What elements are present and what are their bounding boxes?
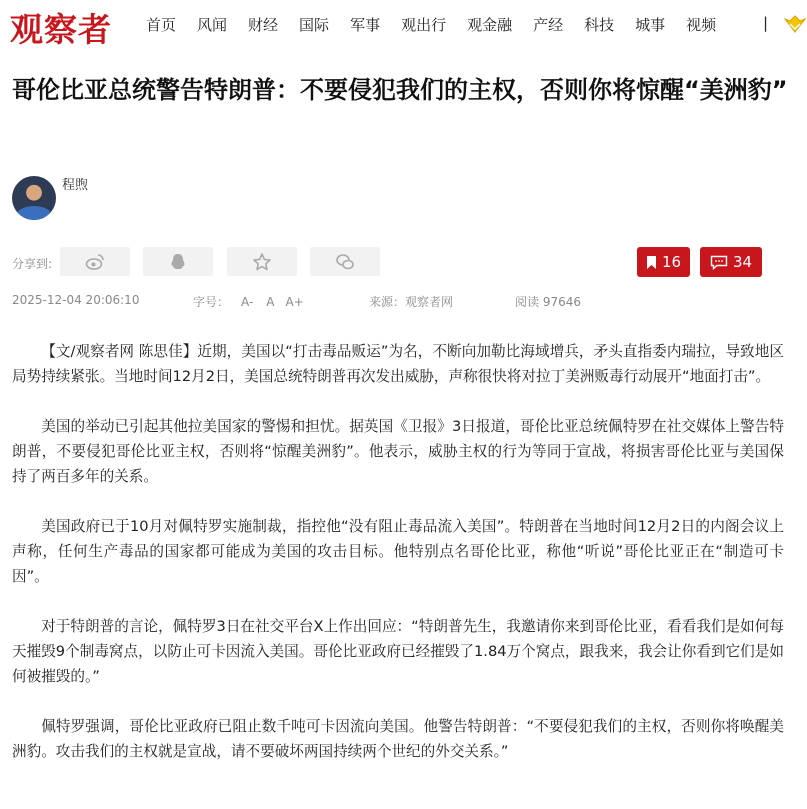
weibo-icon	[85, 252, 105, 272]
comment-button[interactable]	[700, 247, 762, 277]
vip-crown-icon[interactable]	[784, 15, 806, 35]
nav-item-city[interactable]: 城事	[635, 16, 666, 34]
nav-item-military[interactable]: 军事	[350, 16, 381, 34]
share-qq-button[interactable]	[143, 247, 213, 276]
nav-item-fintech[interactable]: 观金融	[467, 16, 513, 34]
nav-item-industry[interactable]: 产经	[533, 16, 564, 34]
publish-date: 2025-12-04 20:06:10	[12, 293, 140, 307]
article-paragraph: 对于特朗普的言论，佩特罗3日在社交平台X上作出回应：“特朗普先生，我邀请你来到哥伦比亚，看看我们是如何每天摧毁9个制毒窝点，以防止可卡因流入美国。哥伦比亚政府已经摧毁了1.84万个窝点，跟我来，我会让你看到它们是如何被摧毁的。”	[12, 618, 784, 685]
qq-icon	[168, 252, 188, 272]
nav-separator: |	[763, 14, 769, 32]
share-wechat-button[interactable]	[310, 247, 380, 276]
article-paragraph: 美国的举动已引起其他拉美国家的警惕和担忧。据英国《卫报》3日报道，哥伦比亚总统佩特罗在社交媒体上警告特朗普，不要侵犯哥伦比亚主权，否则将“惊醒美洲豹”。他表示，威胁主权的行为等同于宣战，将损害哥伦比亚与美国保持了两百多年的关系。	[12, 418, 784, 485]
article-body	[12, 339, 784, 789]
site-logo[interactable]: 观察者	[10, 10, 112, 49]
nav-item-international[interactable]: 国际	[299, 16, 330, 34]
nav-item-tech[interactable]: 科技	[584, 16, 615, 34]
nav-item-finance[interactable]: 财经	[248, 16, 279, 34]
top-nav	[0, 0, 807, 50]
article-paragraph: 佩特罗强调，哥伦比亚政府已阻止数千吨可卡因流向美国。他警告特朗普：“不要侵犯我们的主权，否则你将唤醒美洲豹。攻击我们的主权就是宣战，请不要破坏两国持续两个世纪的外交关系。”	[12, 718, 784, 760]
nav-item-home[interactable]: 首页	[146, 16, 177, 34]
wechat-icon	[335, 252, 355, 272]
font-size-label: 字号：	[193, 295, 230, 309]
font-smaller-button[interactable]: A-	[241, 295, 254, 309]
article-title: 哥伦比亚总统警告特朗普：不要侵犯我们的主权，否则你将惊醒“美洲豹”	[12, 76, 788, 104]
nav-menu	[146, 14, 737, 35]
author-avatar[interactable]	[12, 176, 56, 220]
font-larger-button[interactable]: A+	[285, 295, 304, 309]
font-normal-button[interactable]: A	[266, 295, 275, 309]
nav-item-video[interactable]: 视频	[686, 16, 717, 34]
author-name[interactable]: 程煦	[62, 178, 89, 193]
share-qzone-button[interactable]	[227, 247, 297, 276]
article-source: 来源：观察者网	[369, 295, 454, 309]
comment-icon	[710, 255, 728, 270]
share-label: 分享到:	[12, 257, 53, 271]
article-paragraph: 美国政府已于10月对佩特罗实施制裁，指控他“没有阻止毒品流入美国”。特朗普在当地时间12月2日的内阁会议上声称，任何生产毒品的国家都可能成为美国的攻击目标。他特别点名哥伦比亚，称他“听说”哥伦比亚正在“制造可卡因”。	[12, 518, 784, 585]
article-paragraph: 【文/观察者网 陈思佳】近期，美国以“打击毒品贩运”为名，不断向加勒比海域增兵，矛头直指委内瑞拉，导致地区局势持续紧张。当地时间12月2日，美国总统特朗普再次发出威胁，声称很快将对拉丁美洲贩毒行动展开“地面打击”。	[12, 343, 784, 385]
bookmark-button[interactable]	[637, 247, 690, 277]
bookmark-count: 16	[661, 253, 682, 271]
qzone-star-icon	[252, 252, 272, 272]
nav-item-fengwen[interactable]: 风闻	[197, 16, 228, 34]
bookmark-icon	[646, 255, 657, 270]
share-weibo-button[interactable]	[60, 247, 130, 276]
nav-item-mobility[interactable]: 观出行	[401, 16, 447, 34]
font-size-control	[193, 293, 304, 310]
comment-count: 34	[732, 253, 753, 271]
view-count: 阅读 97646	[515, 295, 581, 309]
